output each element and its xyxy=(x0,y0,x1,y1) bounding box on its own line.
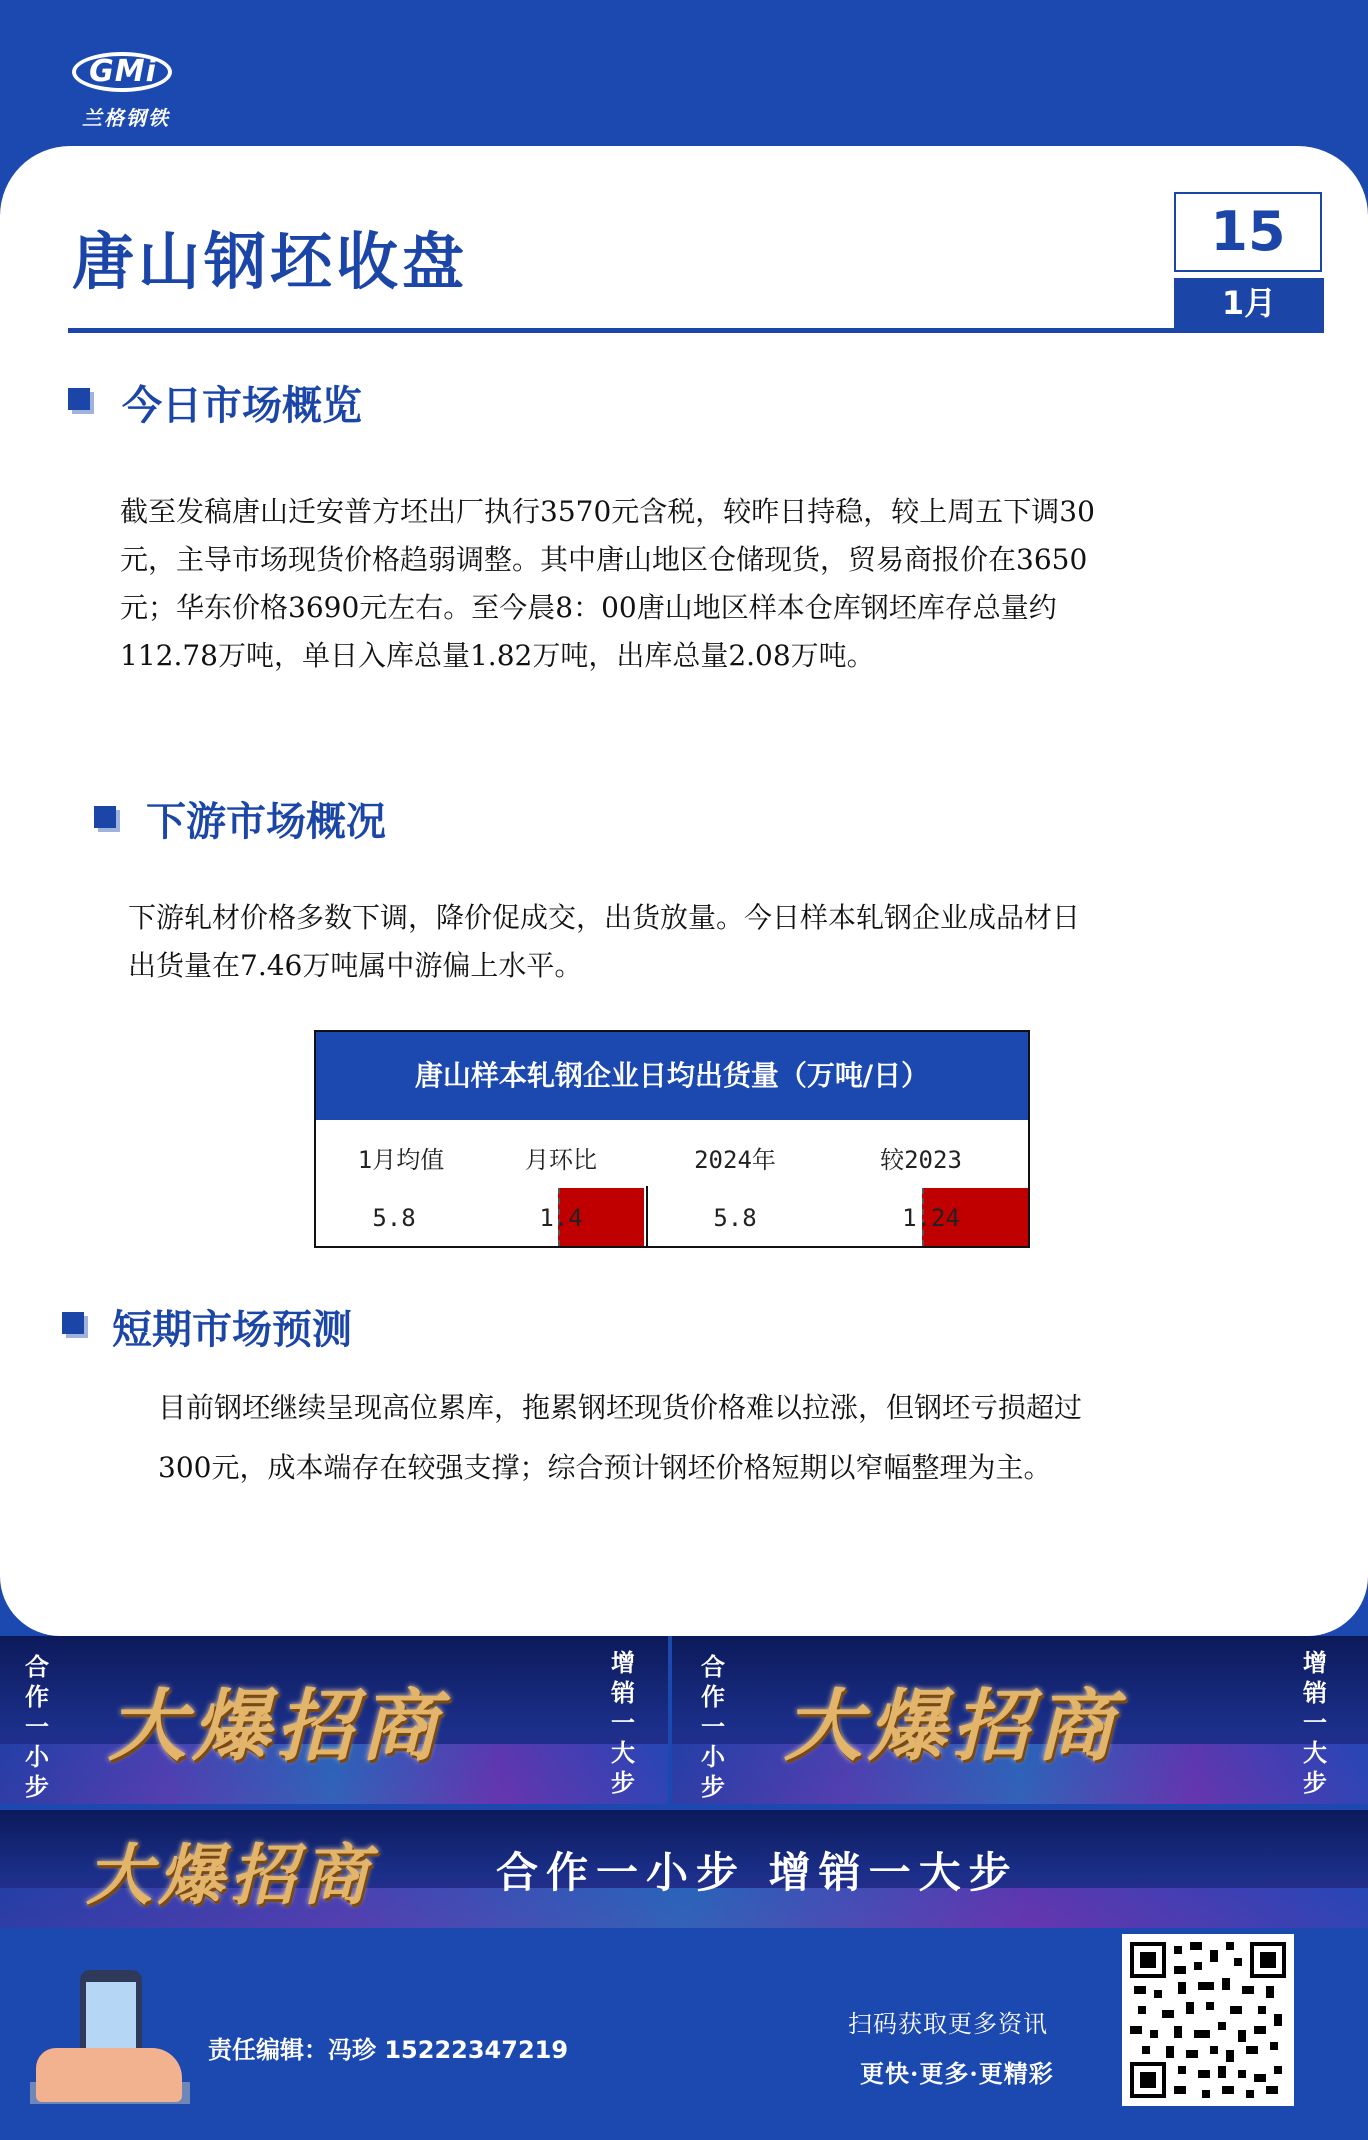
downstream-paragraph xyxy=(128,894,1080,990)
editor-contact: 责任编辑：冯珍 15222347219 xyxy=(208,2036,569,2064)
table-value-cell: 1.4 xyxy=(539,1204,583,1232)
table-divider xyxy=(646,1186,648,1248)
banner-main-text: 大爆招商 xyxy=(784,1681,1121,1772)
forecast-line: 300元，成本端存在较强支撑；综合预计钢坯价格短期以窄幅整理为主。 xyxy=(158,1451,1052,1484)
overview-line: 112.78万吨，单日入库总量1.82万吨，出库总量2.08万吨。 xyxy=(120,639,875,672)
qr-code-icon xyxy=(1126,1938,1290,2102)
overview-line: 截至发稿唐山迁安普方坯出厂执行3570元含税，较昨日持稳，较上周五下调30 xyxy=(120,495,1095,528)
date-month: 1月 xyxy=(1174,278,1324,328)
logo-text: 兰格钢铁 xyxy=(82,106,170,130)
title-divider xyxy=(68,328,1324,333)
shipment-table xyxy=(314,1030,1030,1248)
logo-letters: GMi xyxy=(89,54,157,89)
forecast-line: 目前钢坯继续呈现高位累库，拖累钢坯现货价格难以拉涨，但钢坯亏损超过 xyxy=(158,1391,1083,1424)
banner-left-words: 合作一小步 xyxy=(25,1653,49,1801)
square-bullet-icon xyxy=(94,806,116,828)
overview-line: 元，主导市场现货价格趋弱调整。其中唐山地区仓储现货，贸易商报价在3650 xyxy=(120,543,1088,576)
overview-paragraph xyxy=(120,488,1095,680)
scan-prompt: 扫码获取更多资讯 xyxy=(848,2010,1048,2038)
square-bullet-icon xyxy=(68,388,90,410)
section-heading-downstream: 下游市场概况 xyxy=(146,799,386,845)
banner-main-text: 大爆招商 xyxy=(86,1836,374,1914)
promo-banner-wide[interactable] xyxy=(0,1810,1368,1928)
company-logo xyxy=(68,48,178,138)
date-day: 15 xyxy=(1174,192,1322,272)
hand-icon xyxy=(36,2048,182,2102)
table-header-cell: 较2023 xyxy=(880,1146,962,1174)
qr-code[interactable] xyxy=(1122,1934,1294,2106)
banner-right-words: 增销一大步 xyxy=(1303,1649,1327,1797)
section-heading-overview: 今日市场概览 xyxy=(122,383,362,429)
table-header-cell: 1月均值 xyxy=(357,1146,445,1174)
tagline: 更快·更多·更精彩 xyxy=(860,2059,1054,2088)
table-value-cell: 5.8 xyxy=(713,1204,757,1232)
overview-line: 元；华东价格3690元左右。至今晨8：00唐山地区样本仓库钢坯库存总量约 xyxy=(120,591,1057,624)
section-heading-forecast: 短期市场预测 xyxy=(112,1307,352,1353)
banner-main-text: 大爆招商 xyxy=(108,1681,445,1772)
promo-banner-left[interactable] xyxy=(0,1636,668,1804)
page-title: 唐山钢坯收盘 xyxy=(72,225,469,298)
banner-right-words: 增销一大步 xyxy=(611,1649,635,1797)
banner-slogan: 合作一小步 增销一大步 xyxy=(496,1848,1019,1897)
promo-banner-right[interactable] xyxy=(672,1636,1368,1804)
square-bullet-icon xyxy=(62,1312,84,1334)
table-header-cell: 2024年 xyxy=(694,1146,776,1174)
downstream-line: 出货量在7.46万吨属中游偏上水平。 xyxy=(128,949,583,982)
downstream-line: 下游轧材价格多数下调，降价促成交，出货放量。今日样本轧钢企业成品材日 xyxy=(128,901,1081,934)
table-header-cell: 月环比 xyxy=(525,1146,597,1174)
forecast-paragraph xyxy=(158,1384,1082,1492)
table-title: 唐山样本轧钢企业日均出货量（万吨/日） xyxy=(316,1032,1028,1120)
banner-left-words: 合作一小步 xyxy=(701,1653,725,1801)
table-value-cell: 5.8 xyxy=(372,1204,416,1232)
table-value-cell: 1.24 xyxy=(902,1204,960,1232)
